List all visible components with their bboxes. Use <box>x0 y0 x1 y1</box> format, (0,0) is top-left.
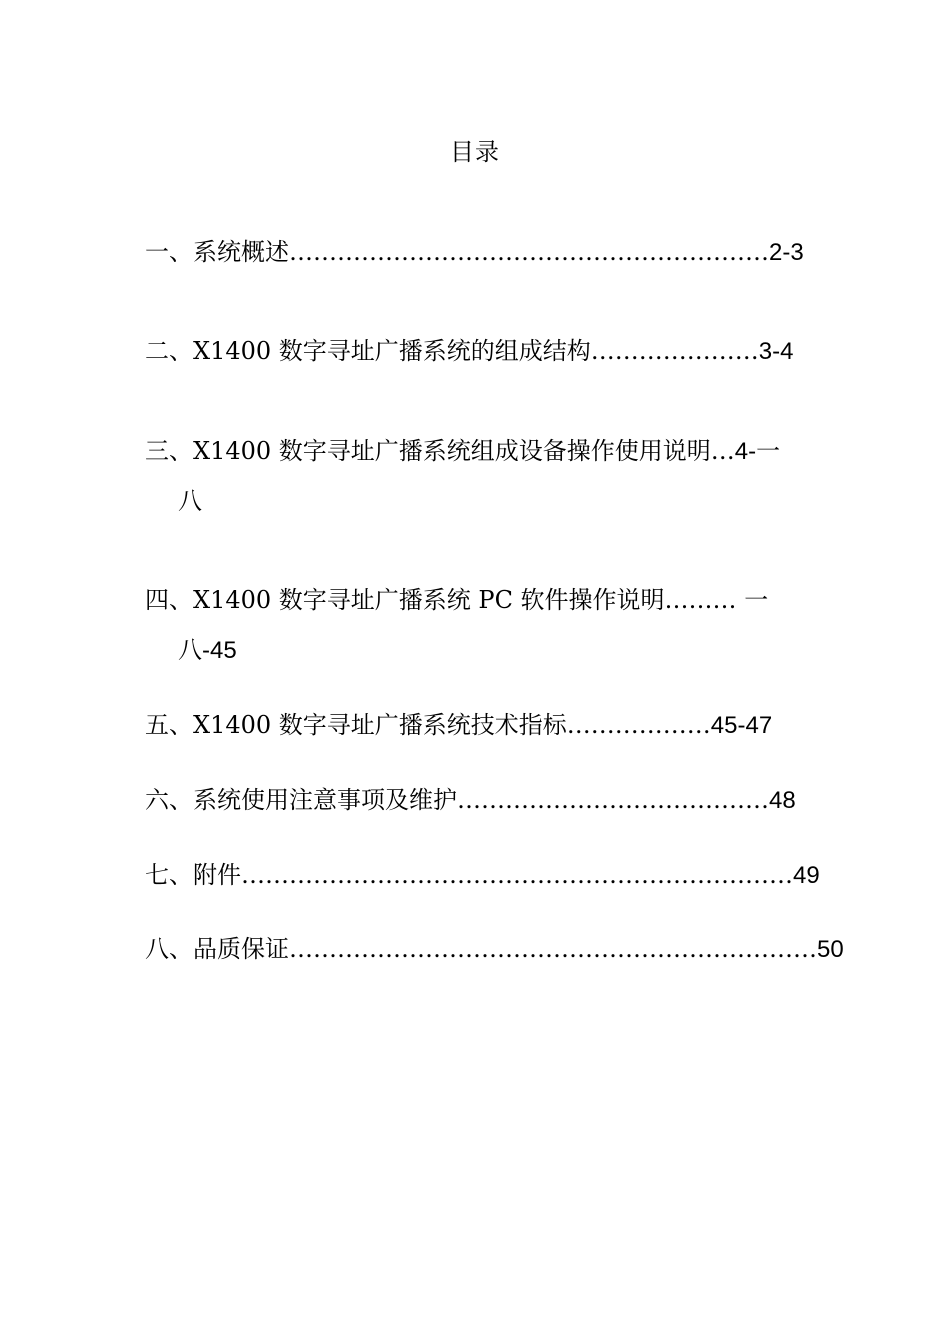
toc-page-number: 45-47 <box>710 712 773 739</box>
toc-entry-text: 八、品质保证………………………………………………………… <box>145 935 817 963</box>
toc-entry-4-continuation <box>178 630 237 671</box>
toc-page-continuation: 八-45 <box>178 637 237 664</box>
toc-page-number: 4-一 <box>734 438 781 465</box>
toc-entry-1[interactable] <box>145 232 804 273</box>
toc-page-number: 3-4 <box>758 338 794 365</box>
toc-entry-3-continuation <box>178 481 202 521</box>
toc-page-number: 48 <box>769 787 796 814</box>
toc-entry-7[interactable] <box>145 855 820 896</box>
toc-entry-5[interactable] <box>145 705 772 746</box>
toc-entry-2[interactable] <box>145 331 793 372</box>
toc-page-continuation: 八 <box>178 487 202 515</box>
toc-page-number: 49 <box>793 862 820 889</box>
toc-page-number: 2-3 <box>769 239 804 266</box>
toc-title: 目录 <box>450 138 500 166</box>
toc-entry-text: 七、附件…………………………………………………………… <box>145 861 793 889</box>
toc-page-number: 一 <box>744 586 769 614</box>
toc-entry-6[interactable] <box>145 780 796 821</box>
toc-entry-3[interactable] <box>145 431 780 472</box>
toc-page-number: 50 <box>817 936 844 963</box>
toc-entry-text: 一、系统概述…………………………………………………… <box>145 238 769 266</box>
toc-entry-text: 六、系统使用注意事项及维护………………………………… <box>145 786 769 814</box>
toc-entry-8[interactable] <box>145 929 844 970</box>
toc-entry-4[interactable] <box>145 580 768 620</box>
toc-entry-text: 三、X1400 数字寻址广播系统组成设备操作使用说明… <box>145 437 735 465</box>
toc-entry-text: 五、X1400 数字寻址广播系统技术指标……………… <box>145 711 711 739</box>
toc-entry-text: 二、X1400 数字寻址广播系统的组成结构………………… <box>145 337 759 365</box>
toc-entry-text: 四、X1400 数字寻址广播系统 PC 软件操作说明……… <box>145 586 745 614</box>
